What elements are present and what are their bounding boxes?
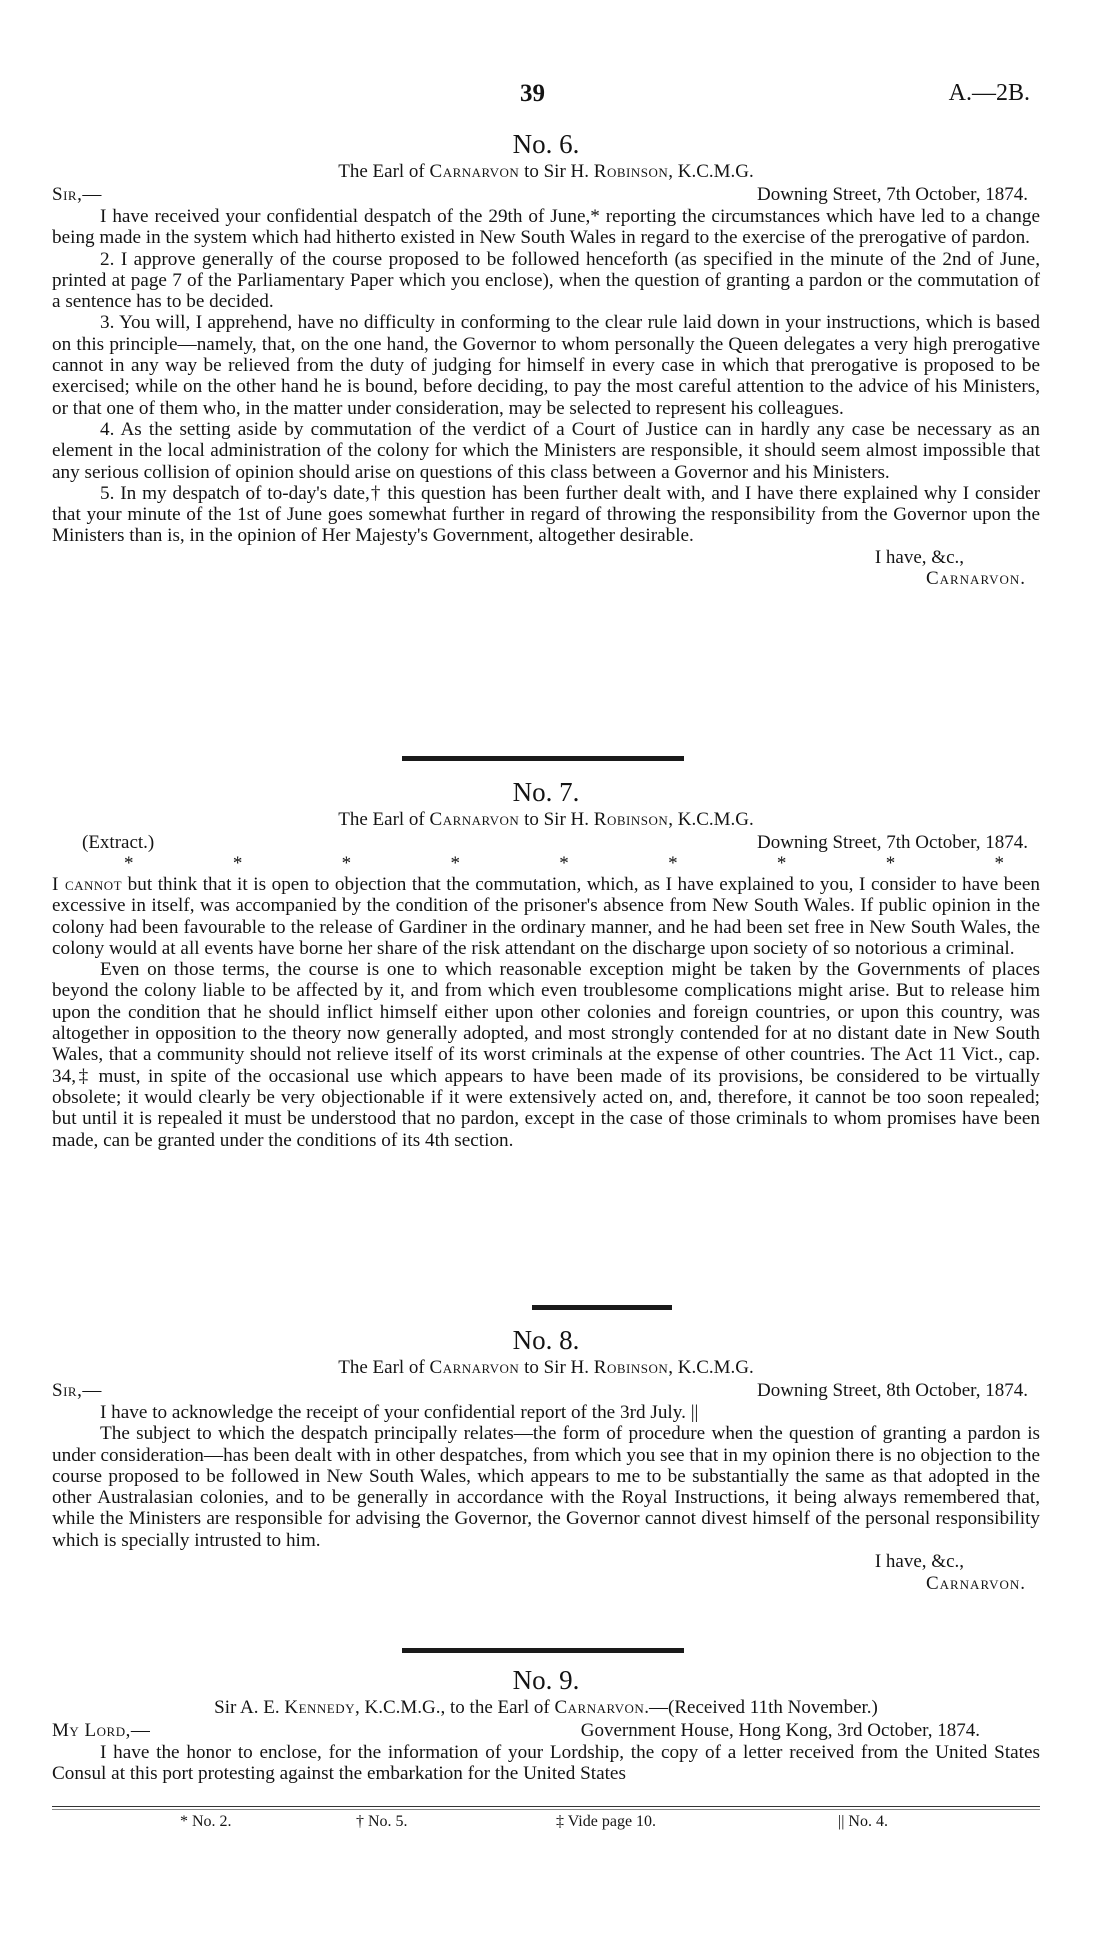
- salutation-line: [52, 1720, 1040, 1742]
- footnote: || No. 4.: [838, 1813, 888, 1830]
- despatch-no-9: [52, 1664, 1040, 1785]
- section-divider: [402, 756, 684, 761]
- from-line: The Earl of Carnarvon to Sir H. Robinson, K.C.M.G.: [338, 809, 754, 830]
- section-divider: [402, 1648, 684, 1653]
- closing: I have, &c., Carnarvon.: [52, 547, 1040, 590]
- page-number: 39: [520, 80, 545, 107]
- footnote: † No. 5.: [356, 1813, 408, 1830]
- from-line: Sir A. E. Kennedy, K.C.M.G., to the Earl of Carnarvon.—(Received 11th November.): [214, 1697, 878, 1718]
- despatch-no-6: [52, 128, 1040, 590]
- place-date: Downing Street, 7th October, 1874.: [756, 184, 1028, 205]
- place-date: Government House, Hong Kong, 3rd October, 1874.: [580, 1720, 980, 1741]
- despatch-no-8: [52, 1324, 1040, 1594]
- paragraph: 3. You will, I apprehend, have no difficulty in conforming to the clear rule laid down in your instructions, which is based on this principle—namely, that, on the one hand, the Governor to whom personally the Queen delegates a very high prerogative cannot in any way be relieved from the duty of judging for himself in every case in which that prerogative is proposed to be exercised; while on the other hand he is bound, before deciding, to pay the most careful attention to the advice of his Ministers, or that one of them who, in the matter under consideration, may be selected to represent his colleagues.: [52, 312, 1040, 419]
- paper-reference: A.—2B.: [948, 80, 1030, 106]
- despatch-no-7: [52, 776, 1040, 1151]
- salutation-line: [52, 184, 1040, 206]
- salutation: Sir,—: [52, 184, 102, 205]
- footnote-rule: [52, 1809, 1040, 1810]
- paragraph: 4. As the setting aside by commutation of the verdict of a Court of Justice can in hardly any case be necessary as an element in the local administration of the colony for which the Ministers are responsible, it should seem almost impossible that any serious collision of opinion should arise on questions of this class between a Governor and his Ministers.: [52, 418, 1040, 483]
- signature: Carnarvon.: [925, 1572, 1026, 1594]
- paragraph: I have the honor to enclose, for the information of your Lordship, the copy of a letter received from the United States Consul at this port protesting against the embarkation for the United States: [52, 1742, 1040, 1785]
- signature: Carnarvon.: [925, 568, 1026, 590]
- section-number: No. 7.: [512, 777, 580, 807]
- from-line: The Earl of Carnarvon to Sir H. Robinson, K.C.M.G.: [338, 1357, 754, 1378]
- from-line: The Earl of Carnarvon to Sir H. Robinson, K.C.M.G.: [338, 161, 754, 182]
- footnote: ‡ Vide page 10.: [556, 1813, 657, 1830]
- section-number: No. 8.: [512, 1325, 580, 1355]
- salutation-line: [52, 832, 1040, 854]
- paragraph: I cannot but think that it is open to objection that the commutation, which, as I have explained to you, I consider to have been excessive in itself, was accompanied by the condition of the prisoner's absence from New South Wales. If public opinion in the colony had been favourable to the release of Gardiner in the ordinary manner, and he had been set free in New South Wales, the colony would at all events have borne her share of the risk attendant on the discharge upon society of so notorious a criminal.: [52, 874, 1040, 959]
- footnote: * No. 2.: [180, 1813, 232, 1830]
- footnotes: [0, 1813, 1114, 1837]
- omission-stars: * * * * * * * * *: [124, 853, 1004, 874]
- salutation: Sir,—: [52, 1380, 102, 1401]
- page-header: [0, 80, 1114, 116]
- place-date: Downing Street, 8th October, 1874.: [756, 1380, 1028, 1401]
- footnote-rule: [52, 1806, 1040, 1807]
- section-number: No. 9.: [512, 1665, 580, 1695]
- paragraph: I have received your confidential despatch of the 29th of June,* reporting the circumstances which have led to a change being made in the system which had hitherto existed in New South Wales in regard to the exercise of the prerogative of pardon.: [52, 206, 1040, 249]
- paragraph: 2. I approve generally of the course proposed to be followed henceforth (as specified in the minute of the 2nd of June, printed at page 7 of the Parliamentary Paper which you enclose), when the question of granting a pardon or the commutation of a sentence has to be decided.: [52, 248, 1040, 313]
- section-divider: [532, 1305, 672, 1310]
- paragraph: 5. In my despatch of to-day's date,† this question has been further dealt with, and I have there explained why I consider that your minute of the 1st of June goes somewhat further in regard of throwing the responsibility from the Governor upon the Ministers than is, in the opinion of Her Majesty's Government, altogether desirable.: [52, 482, 1040, 547]
- salutation-line: [52, 1380, 1040, 1402]
- extract-label: (Extract.): [82, 832, 155, 853]
- paragraph: Even on those terms, the course is one to which reasonable exception might be taken by the Governments of places beyond the colony liable to be affected by it, and from which even troublesome complications might arise. But to release him upon the condition that he should inflict himself either upon other colonies and foreign countries, or upon this country, was altogether in opposition to the theory now generally adopted, and most strongly contended for at no distant date in New South Wales, that a community should not relieve itself of its worst criminals at the expense of other countries. The Act 11 Vict., cap. 34,‡ must, in spite of the occasional use which appears to have been made of its provisions, be considered to be virtually obsolete; it would clearly be very objectionable if it were extensively acted on, and, therefore, it cannot be too soon repealed; but until it is repealed it must be understood that no pardon, except in the case of those criminals to whom promises have been made, can be granted under the conditions of its 4th section.: [52, 959, 1040, 1151]
- place-date: Downing Street, 7th October, 1874.: [756, 832, 1028, 853]
- section-number: No. 6.: [512, 129, 580, 159]
- salutation: My Lord,—: [52, 1720, 151, 1741]
- paragraph: The subject to which the despatch principally relates—the form of procedure when the question of granting a pardon is under consideration—has been dealt with in other despatches, from which you see that in my opinion there is no objection to the course proposed to be followed in New South Wales, which appears to me to be substantially the same as that adopted in the other Australasian colonies, and to be generally in accordance with the Royal Instructions, it being always remembered that, while the Ministers are responsible for advising the Governor, the Governor cannot divest himself of the personal responsibility which is specially intrusted to him.: [52, 1423, 1040, 1551]
- closing: I have, &c., Carnarvon.: [52, 1551, 1040, 1594]
- paragraph: I have to acknowledge the receipt of your confidential report of the 3rd July. ||: [100, 1402, 699, 1423]
